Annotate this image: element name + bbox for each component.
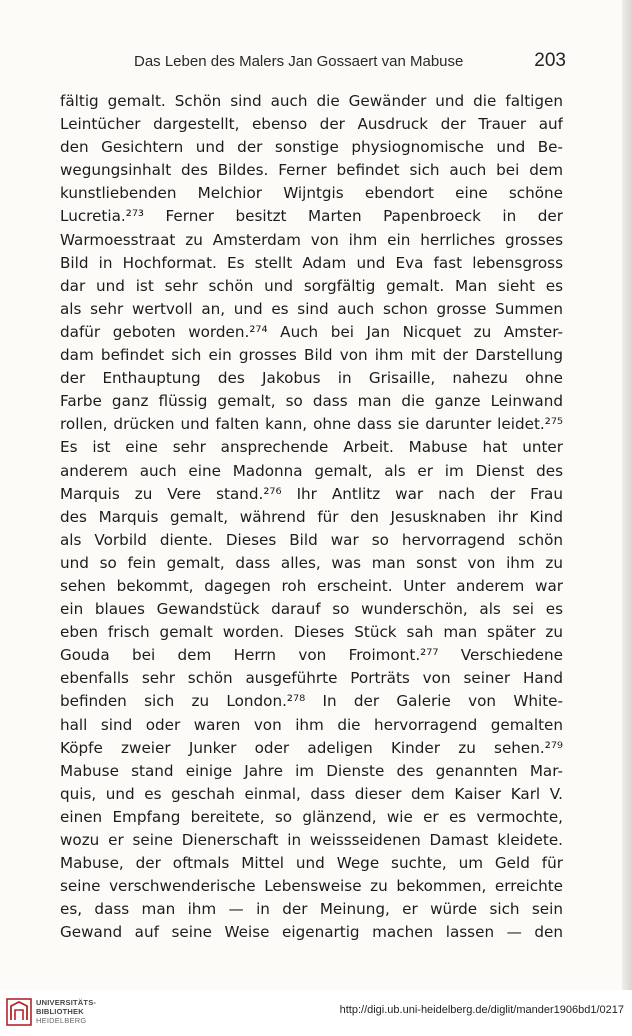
library-name	[36, 998, 96, 1025]
text-line: wozu er seine Dienerschaft in weissseidenen Damast kleidete.	[60, 831, 563, 849]
logo-line-3: HEIDELBERG	[36, 1016, 87, 1025]
text-line: Mabuse stand einige Jahre im Dienste des genannten Mar-	[60, 761, 563, 780]
footer-bar	[0, 990, 632, 1036]
body-text	[60, 90, 563, 944]
text-line: es, dass man ihm — in der Meinung, er würde sich sein	[60, 900, 563, 919]
text-line: wegungsinhalt des Bildes. Ferner befindet sich auch bei dem	[60, 161, 563, 180]
text-line: Farbe ganz flüssig gemalt, so dass man die ganze Leinwand	[60, 392, 563, 411]
text-line: Gewand auf seine Weise eigenartig machen lassen — den	[60, 923, 563, 942]
text-line: eben frisch gemalt worden. Dieses Stück sah man später zu	[60, 623, 563, 642]
text-line: Gouda bei dem Herrn von Froimont.²⁷⁷ Verschiedene	[60, 646, 563, 665]
text-line: seine verschwenderische Lebensweise zu bekommen, erreichte	[60, 877, 563, 896]
text-line: dafür geboten worden.²⁷⁴ Auch bei Jan Nicquet zu Amster-	[60, 322, 563, 341]
heidelberg-library-logo-icon	[6, 998, 32, 1026]
text-line: Es ist eine sehr ansprechende Arbeit. Mabuse hat unter	[60, 438, 563, 457]
logo-line-2: BIBLIOTHEK	[36, 1007, 84, 1016]
text-line: quis, und es geschah einmal, dass dieser dem Kaiser Karl V.	[60, 784, 563, 803]
text-line: als sehr wertvoll an, und es sind auch schon grosse Summen	[60, 299, 563, 318]
logo-line-1: UNIVERSITÄTS-	[36, 998, 97, 1007]
text-line: Marquis zu Vere stand.²⁷⁶ Ihr Antlitz war nach der Frau	[60, 484, 563, 503]
page-edge-shadow	[622, 0, 632, 1036]
text-line: fältig gemalt. Schön sind auch die Gewänder und die faltigen	[60, 92, 563, 110]
text-line: Mabuse, der oftmals Mittel und Wege suchte, um Geld für	[60, 854, 563, 873]
running-title: Das Leben des Malers Jan Gossaert van Mabuse	[134, 53, 464, 70]
text-line: ebenfalls sehr schön ausgeführte Porträts von seiner Hand	[60, 669, 563, 688]
text-line: hall sind oder waren von ihm die hervorragend gemalten	[60, 715, 563, 734]
source-url[interactable]: http://digi.ub.uni-heidelberg.de/diglit/mander1906bd1/0217	[339, 1004, 624, 1016]
text-line: rollen, drücken und falten kann, ohne dass sie darunter leidet.²⁷⁵	[60, 415, 563, 434]
text-line: Leintücher dargestellt, ebenso der Ausdruck der Trauer auf	[60, 115, 563, 134]
text-line: als Vorbild diente. Dieses Bild war so hervorragend schön	[60, 530, 563, 549]
text-line: der Enthauptung des Jakobus in Grisaille, nahezu ohne	[60, 369, 563, 388]
text-line: dar und ist sehr schön und sorgfältig gemalt. Man sieht es	[60, 276, 563, 295]
text-line: anderem auch eine Madonna gemalt, als er im Dienst des	[60, 461, 563, 480]
text-line: Warmoesstraat zu Amsterdam von ihm ein herrliches grosses	[60, 230, 563, 249]
text-line: sehen bekommt, dagegen roh erscheint. Unter anderem war	[60, 576, 563, 595]
text-line: und so fein gemalt, dass alles, was man sonst von ihm zu	[60, 553, 563, 572]
text-line: befinden sich zu London.²⁷⁸ In der Galerie von White-	[60, 692, 563, 711]
text-line: einen Empfang bereitete, so glänzend, wie er es vermochte,	[60, 807, 563, 826]
text-line: Lucretia.²⁷³ Ferner besitzt Marten Papenbroeck in der	[60, 207, 563, 226]
text-line: ein blaues Gewandstück darauf so wunderschön, als sei es	[60, 600, 563, 619]
page-number: 203	[534, 50, 566, 71]
text-line: Bild in Hochformat. Es stellt Adam und Eva fast lebensgross	[60, 253, 563, 272]
text-line: Köpfe zweier Junker oder adeligen Kinder zu sehen.²⁷⁹	[60, 738, 563, 757]
text-line: kunstliebenden Melchior Wijntgis ebendort eine schöne	[60, 184, 563, 203]
text-line: dam befindet sich ein grosses Bild von ihm mit der Darstellung	[60, 346, 563, 365]
text-line: des Marquis gemalt, während für den Jesusknaben ihr Kind	[60, 507, 563, 526]
page-header	[60, 50, 570, 76]
text-line: den Gesichtern und der sonstige physiognomische und Be-	[60, 138, 563, 157]
library-logo[interactable]	[6, 996, 126, 1030]
